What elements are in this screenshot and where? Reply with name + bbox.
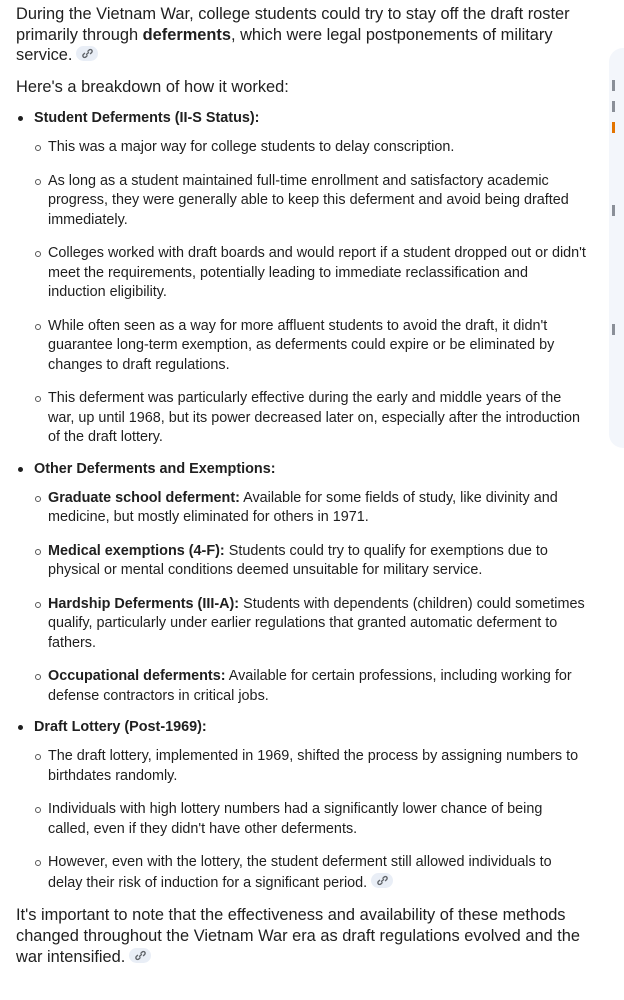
breakdown-intro: Here's a breakdown of how it worked: [16,77,289,96]
item-text: Available for certain professions, including working for defense contractors in critical jobs. [48,668,572,704]
list-item [34,542,586,581]
citation-chip[interactable] [76,46,98,61]
list-item [34,667,586,706]
item-label: Medical exemptions (4-F): [48,542,225,559]
sub-bullet [35,674,41,680]
list-item [34,489,586,528]
item-text: This was a major way for college students to delay conscription. [48,139,455,156]
link-icon [135,950,146,961]
intro-text-end: , which were legal postponements of military service. [16,25,553,65]
list-item [34,853,586,893]
section-draft-lottery [16,718,586,893]
side-panel-mark [612,324,615,335]
section-heading: Student Deferments (II-S Status): [34,110,260,127]
list-item [34,138,586,158]
list-item [34,595,586,654]
list-item [34,389,586,448]
item-text: The draft lottery, implemented in 1969, shifted the process by assigning numbers to birthdates randomly. [48,748,579,784]
item-text: However, even with the lottery, the student deferment still allowed individuals to delay their risk of induction for a significant period. [48,854,552,891]
sub-bullet [35,251,41,257]
sub-bullet [35,549,41,555]
closing-paragraph [16,905,586,967]
sub-bullet [35,324,41,330]
sub-bullet [35,396,41,402]
list-item [34,244,586,303]
bullet [18,725,23,730]
item-label: Hardship Deferments (III-A): [48,595,240,612]
item-text: Colleges worked with draft boards and would report if a student dropped out or didn't meet the requirements, potentially leading to immediate reclassification and induction eligibility. [48,245,586,301]
intro-bold-term: deferments [142,25,231,44]
side-panel-mark [612,205,615,216]
section-heading: Draft Lottery (Post-1969): [34,719,207,736]
side-panel-mark [612,122,615,133]
item-text: While often seen as a way for more affluent students to avoid the draft, it didn't guarantee long-term exemption, as deferments could expire or be eliminated by changes to draft regulations. [48,317,555,373]
sub-bullet [35,807,41,813]
sub-bullet [35,496,41,502]
link-icon [82,48,93,59]
item-label: Occupational deferments: [48,668,226,685]
intro-paragraph [16,4,586,66]
sub-bullet [35,754,41,760]
list-item [34,172,586,231]
item-text: Available for some fields of study, like divinity and medicine, but mostly eliminated for others in 1971. [48,489,558,526]
section-heading: Other Deferments and Exemptions: [34,460,276,477]
citation-chip[interactable] [371,873,393,888]
section-student-deferments [16,109,586,448]
list-item [34,317,586,376]
bullet [18,116,23,121]
section-items [34,138,586,448]
section-items [34,489,586,707]
sub-bullet [35,602,41,608]
bullet [18,467,23,472]
item-label: Graduate school deferment: [48,489,240,506]
link-icon [377,875,388,886]
item-text: As long as a student maintained full-time enrollment and satisfactory academic progress, they were generally able to keep this deferment and avoid being drafted immediately. [48,172,569,228]
item-text: Students with dependents (children) could sometimes qualify, particularly under earlier regulations that granted automatic deferment to fathers. [48,595,585,651]
list-item [34,800,586,839]
list-item [34,747,586,786]
citation-chip[interactable] [129,948,151,963]
item-text: This deferment was particularly effective during the early and middle years of the war, up until 1968, but its power decreased later on, especially after the introduction of the draft lottery. [48,390,580,446]
section-items [34,747,586,893]
intro-text: During the Vietnam War, college students could try to stay off the draft roster primarily through [16,5,570,44]
item-text: Students could try to qualify for exemptions due to physical or mental conditions deemed unsuitable for military service. [48,542,548,579]
side-panel-mark [612,101,615,112]
sub-bullet [35,860,41,866]
closing-text: It's important to note that the effectiveness and availability of these methods changed throughout the Vietnam War era as draft regulations evolved and the war intensified. [16,906,581,966]
sections-list [16,109,586,893]
side-panel-mark [612,80,615,91]
response-body [16,4,586,967]
section-other-deferments [16,460,586,707]
sub-bullet [35,179,41,185]
sub-bullet [35,145,41,151]
item-text: Individuals with high lottery numbers had a significantly lower chance of being called, even if they didn't have other deferments. [48,801,543,837]
